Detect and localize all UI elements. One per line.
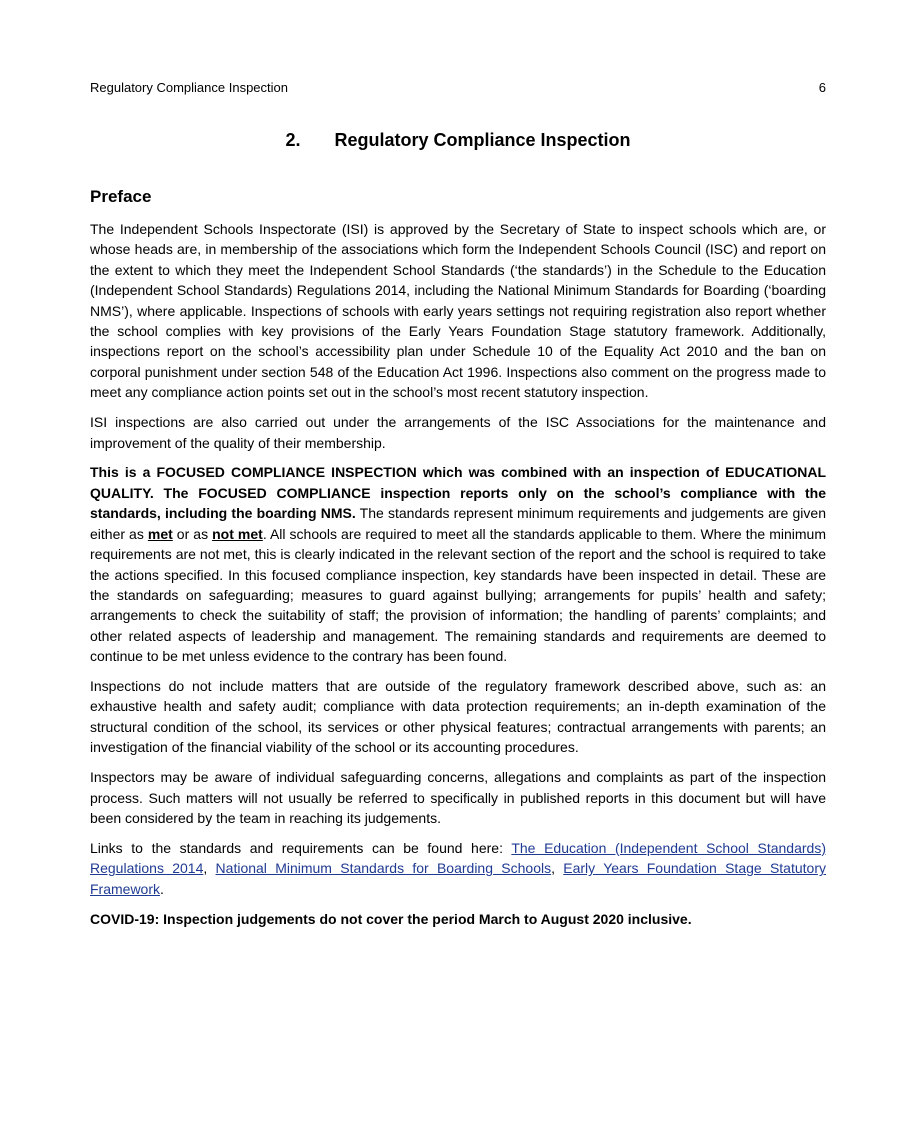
link-separator: ,: [551, 860, 564, 877]
preface-heading: Preface: [90, 187, 152, 206]
paragraph-exclusions: Inspections do not include matters that are outside of the regulatory framework described above, such as: an exhaustive health and safety audit; compliance with data protection requirements; an in-depth examination of the structural condition of the school, its services or other physical features; contractual arrangements with parents; an investigation of the financial viability of the school or its accounting procedures.: [90, 678, 826, 756]
covid-notice: COVID-19: Inspection judgements do not cover the period March to August 2020 inclusive.: [90, 910, 692, 927]
preface-body: [90, 219, 826, 939]
focused-compliance-statement: This is a FOCUSED COMPLIANCE INSPECTION which was combined with an inspection of EDUCATIONAL QUALITY. The FOCUSED COMPLIANCE inspection reports only on the school’s compliance with the standards, including the boarding NMS.: [90, 464, 826, 522]
page-number: 6: [818, 80, 826, 95]
paragraph-links: [90, 838, 826, 899]
link-boarding-nms[interactable]: National Minimum Standards for Boarding Schools: [215, 860, 552, 877]
paragraph-isi-approval: The Independent Schools Inspectorate (ISI) is approved by the Secretary of State to inspect schools which are, or whose heads are, in membership of the associations which form the Independent Schools Council (ISC) and report on the extent to which they meet the Independent School Standards (‘the standards’) in the Schedule to the Education (Independent School Standards) Regulations 2014, including the National Minimum Standards for Boarding (‘boarding NMS’), where applicable. Inspections of schools with early years settings not requiring registration also report whether the school complies with key provisions of the Early Years Foundation Stage statutory framework. Additionally, inspections report on the school’s accessibility plan under Schedule 10 of the Equality Act 2010 and the ban on corporal punishment under section 548 of the Education Act 1996. Inspections also comment on the progress made to meet any compliance action points set out in the school’s most recent statutory inspection.: [90, 221, 826, 401]
links-intro: Links to the standards and requirements can be found here:: [90, 839, 512, 856]
section-number: 2.: [285, 130, 301, 150]
paragraph-isc-arrangements: ISI inspections are also carried out under the arrangements of the ISC Associations for the maintenance and improvement of the quality of their membership.: [90, 414, 826, 451]
met-term: met: [147, 525, 173, 542]
link-independent-school-standards[interactable]: The Education (Independent School Standards) Regulations 2014: [90, 839, 826, 877]
standards-text-b: or as: [172, 525, 213, 542]
not-met-term: not met: [212, 525, 263, 542]
section-title: Regulatory Compliance Inspection: [334, 130, 631, 150]
links-end: .: [160, 880, 164, 897]
running-header: [90, 80, 826, 98]
link-separator: ,: [203, 860, 216, 877]
paragraph-safeguarding-concerns: Inspectors may be aware of individual safeguarding concerns, allegations and complaints as part of the inspection process. Such matters will not usually be referred to specifically in published reports in this document but will have been considered by the team in reaching its judgements.: [90, 769, 826, 826]
link-eyfs-framework[interactable]: Early Years Foundation Stage Statutory Framework: [90, 860, 826, 897]
section-heading: [90, 130, 826, 151]
paragraph-focused-compliance: [90, 462, 826, 666]
standards-text-c: . All schools are required to meet all the standards applicable to them. Where the minimum requirements are not met, this is clearly indicated in the relevant section of the report and the school is required to take the actions specified. In this focused compliance inspection, key standards have been inspected in detail. These are the standards on safeguarding; measures to guard against bullying; arrangements for pupils’ health and safety; arrangements to check the suitability of staff; the provision of information; the handling of parents’ complaints; and other related aspects of leadership and management. The remaining standards and requirements are deemed to continue to be met unless evidence to the contrary has been found.: [90, 525, 826, 665]
header-title: Regulatory Compliance Inspection: [90, 80, 288, 95]
standards-text-a: The standards represent minimum requirements and judgements are given either as: [90, 505, 826, 542]
